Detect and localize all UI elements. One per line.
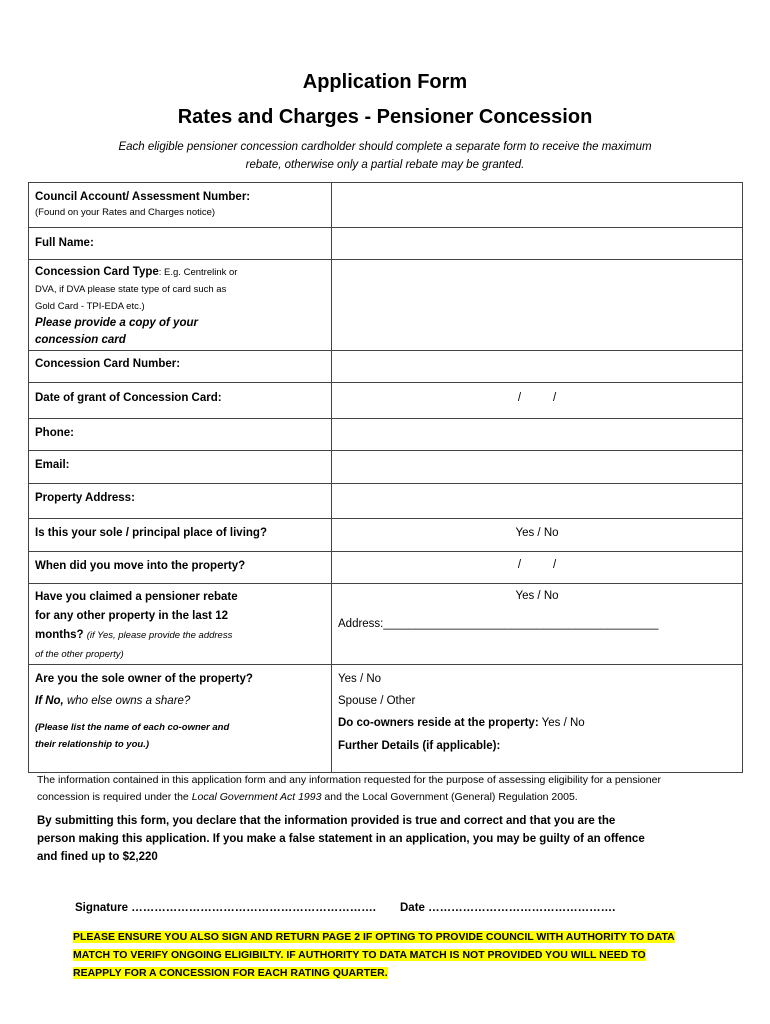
sole-place-label: Is this your sole / principal place of living?	[35, 527, 267, 539]
account-label: Council Account/ Assessment Number:	[35, 191, 251, 203]
declaration-line-3: and fined up to $2,220	[37, 851, 158, 863]
declaration	[37, 812, 707, 866]
page-title: Application Form	[302, 71, 468, 93]
cardtype-provide-1: Please provide a copy of your	[35, 317, 198, 329]
row-card-type	[29, 260, 743, 351]
notice-text-2: concession is required under the	[37, 791, 192, 803]
row-claimed	[29, 584, 743, 665]
list-note-1: (Please list the name of each co-owner and	[35, 722, 230, 733]
dategrant-label: Date of grant of Concession Card:	[35, 392, 222, 404]
cardtype-desc-3: Gold Card - TPI-EDA etc.)	[35, 301, 145, 312]
sole-place-field[interactable]: Yes / No	[332, 519, 743, 552]
claimed-yes-no[interactable]: Yes / No	[515, 590, 559, 602]
owner-label: Are you the sole owner of the property?	[35, 673, 253, 685]
ifno-label: If No,	[35, 695, 64, 707]
cardtype-label: Concession Card Type	[35, 266, 159, 278]
warning-line-2: MATCH TO VERIFY ONGOING ELIGIBILTY. IF AUTHORITY TO DATA MATCH IS NOT PROVIDED YOU WILL NEED TO	[73, 949, 646, 961]
ifno-spouse-other[interactable]: Spouse / Other	[338, 695, 416, 707]
signature-field[interactable]: Signature ……………………………………………………….	[75, 902, 376, 914]
data-match-warning	[73, 928, 713, 982]
claimed-address-field[interactable]: Address:___________________________________________	[338, 618, 659, 630]
warning-line-1: PLEASE ENSURE YOU ALSO SIGN AND RETURN PAGE 2 IF OPTING TO PROVIDE COUNCIL WITH AUTHORITY TO DATA	[73, 931, 675, 943]
declaration-line-2: person making this application. If you make a false statement in an application, you may be guilty of an offence	[37, 833, 645, 845]
movein-field[interactable]: / /	[332, 552, 743, 584]
intro-text-line-2: rebate, otherwise only a partial rebate may be granted.	[245, 159, 525, 171]
owner-yes-no[interactable]: Yes / No	[338, 673, 382, 685]
warning-line-3: REAPPLY FOR A CONCESSION FOR EACH RATING QUARTER.	[73, 967, 388, 979]
row-move-in	[29, 552, 743, 584]
notice-text-3: and the Local Government (General) Regulation 2005.	[321, 791, 578, 803]
row-account	[29, 183, 743, 228]
row-ownership	[29, 665, 743, 773]
cardtype-desc-2: DVA, if DVA please state type of card such as	[35, 284, 227, 295]
row-address	[29, 484, 743, 519]
declaration-line-1: By submitting this form, you declare that the information provided is true and correct and that you are the	[37, 815, 616, 827]
account-note: (Found on your Rates and Charges notice)	[35, 207, 216, 218]
claimed-note-1: (if Yes, please provide the address	[86, 630, 233, 641]
ifno-rest: who else owns a share?	[63, 695, 191, 707]
cardnumber-label: Concession Card Number:	[35, 358, 181, 370]
row-card-number	[29, 351, 743, 383]
coowner-yes-no[interactable]: Yes / No	[538, 717, 585, 729]
privacy-notice	[37, 772, 757, 806]
fullname-field[interactable]	[332, 228, 743, 260]
page-subtitle: Rates and Charges - Pensioner Concession	[177, 106, 593, 128]
cardtype-desc-1: : E.g. Centrelink or	[158, 267, 238, 278]
cardnumber-field[interactable]	[332, 351, 743, 383]
notice-act-name: Local Government Act 1993	[191, 791, 322, 803]
cardtype-provide-2: concession card	[35, 334, 126, 346]
claimed-label-1: Have you claimed a pensioner rebate	[35, 591, 238, 603]
row-email	[29, 451, 743, 484]
row-phone	[29, 419, 743, 451]
phone-field[interactable]	[332, 419, 743, 451]
application-form-table	[28, 182, 743, 773]
claimed-label-2: for any other property in the last 12	[35, 610, 228, 622]
fullname-label: Full Name:	[35, 237, 94, 249]
list-note-2: their relationship to you.)	[35, 739, 150, 750]
further-details-label: Further Details (if applicable):	[338, 740, 501, 752]
intro-text-line-1: Each eligible pensioner concession cardholder should complete a separate form to receive the maximum	[118, 141, 652, 153]
email-field[interactable]	[332, 451, 743, 484]
coowner-label: Do co-owners reside at the property:	[338, 717, 539, 729]
email-label: Email:	[35, 459, 70, 471]
row-fullname	[29, 228, 743, 260]
claimed-label-3: months?	[35, 629, 84, 641]
movein-label: When did you move into the property?	[35, 560, 246, 572]
account-number-field[interactable]	[332, 183, 743, 228]
row-sole-place	[29, 519, 743, 552]
cardtype-field[interactable]	[332, 260, 743, 351]
address-field[interactable]	[332, 484, 743, 519]
row-date-grant	[29, 383, 743, 419]
date-field[interactable]: Date ………………………………………….	[400, 902, 616, 914]
phone-label: Phone:	[35, 427, 74, 439]
dategrant-field[interactable]: / /	[332, 383, 743, 419]
claimed-note-2: of the other property)	[35, 649, 124, 660]
address-label: Property Address:	[35, 492, 135, 504]
notice-text-1: The information contained in this application form and any information requested for the purpose of assessing eligibility for a pensioner	[37, 774, 661, 786]
